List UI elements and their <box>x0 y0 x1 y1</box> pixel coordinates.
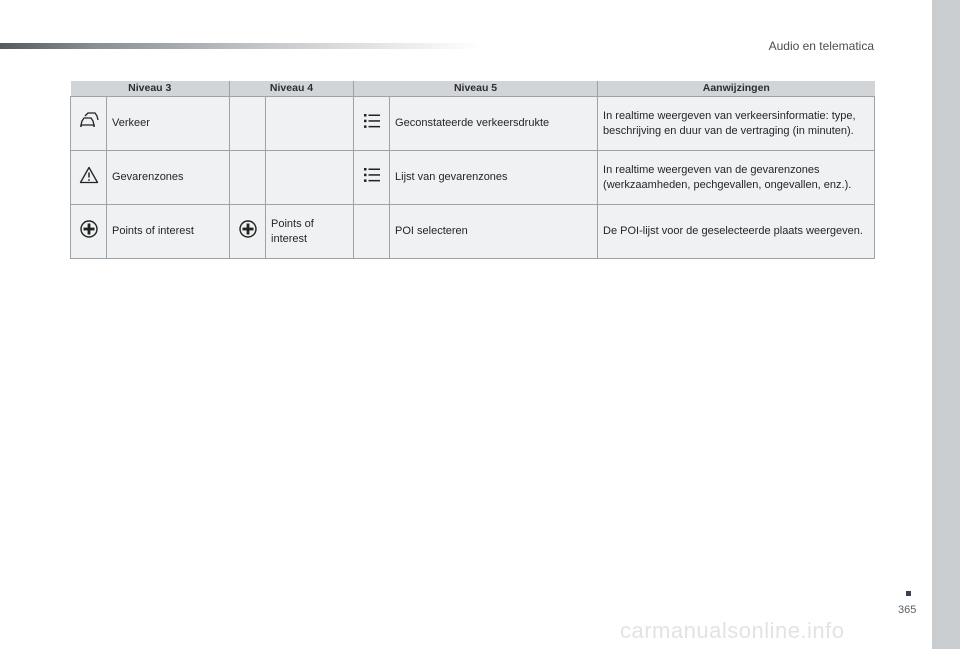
header-level3: Niveau 3 <box>71 81 230 97</box>
level4-icon-cell <box>230 97 266 151</box>
header-description: Aanwijzingen <box>598 81 875 97</box>
level5-label: Geconstateerde verkeersdrukte <box>390 97 598 151</box>
page-marker <box>906 591 911 596</box>
list-icon <box>363 113 381 134</box>
navigation-table <box>70 81 875 259</box>
level4-label <box>266 97 354 151</box>
level3-icon-cell <box>71 151 107 205</box>
warning-icon <box>79 166 99 189</box>
level4-label: Points of interest <box>266 205 354 259</box>
watermark: carmanualsonline.info <box>620 618 845 643</box>
level3-icon-cell <box>71 205 107 259</box>
header-level5: Niveau 5 <box>354 81 598 97</box>
description: In realtime weergeven van de gevarenzones (werkzaamheden, pechgevallen, ongevallen, enz.). <box>598 151 875 205</box>
level5-label: Lijst van gevarenzones <box>390 151 598 205</box>
level5-icon-cell <box>354 151 390 205</box>
plus-circle-icon <box>238 219 258 244</box>
section-title: Audio en telematica <box>768 39 874 53</box>
level3-label: Gevarenzones <box>107 151 230 205</box>
table-row <box>71 205 875 259</box>
description: De POI-lijst voor de geselecteerde plaats weergeven. <box>598 205 875 259</box>
level3-icon-cell <box>71 97 107 151</box>
level3-label: Points of interest <box>107 205 230 259</box>
table-row <box>71 97 875 151</box>
page-number: 365 <box>898 604 917 616</box>
level4-icon-cell <box>230 205 266 259</box>
car-icon <box>79 112 99 135</box>
list-icon <box>363 167 381 188</box>
header-level4: Niveau 4 <box>230 81 354 97</box>
level5-icon-cell <box>354 97 390 151</box>
table-header-row <box>71 81 875 97</box>
table-row <box>71 151 875 205</box>
level3-label: Verkeer <box>107 97 230 151</box>
level4-label <box>266 151 354 205</box>
description: In realtime weergeven van verkeersinformatie: type, beschrijving en duur van de vertraging (in minuten). <box>598 97 875 151</box>
plus-circle-icon <box>79 219 99 244</box>
side-band <box>932 0 960 649</box>
header-gradient-bar <box>0 43 480 49</box>
level5-icon-cell <box>354 205 390 259</box>
level5-label: POI selecteren <box>390 205 598 259</box>
level4-icon-cell <box>230 151 266 205</box>
